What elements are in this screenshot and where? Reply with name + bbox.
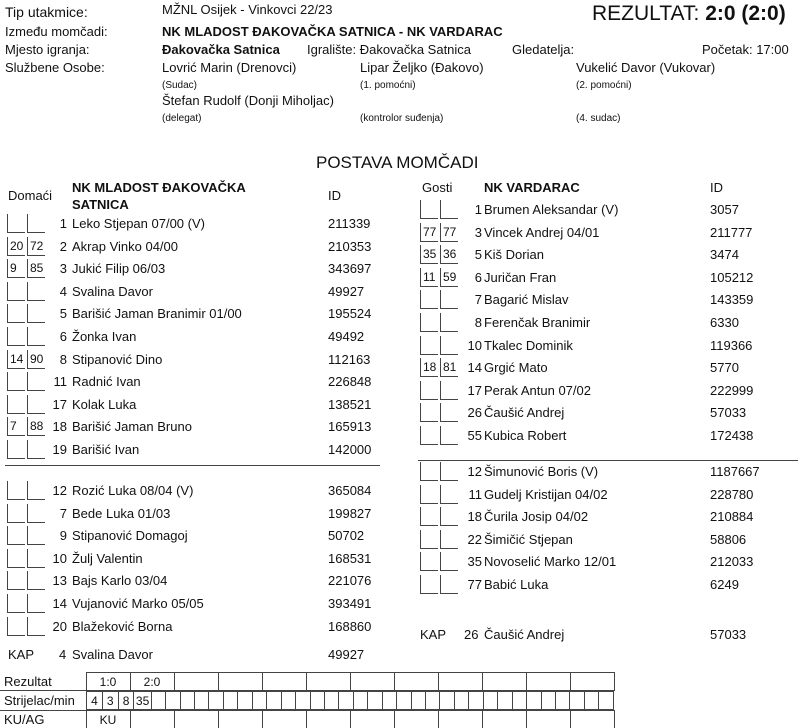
away-captain-label: KAP <box>420 627 447 642</box>
sub-in-minute-box: 7 <box>7 417 25 436</box>
scorer-cell <box>426 692 440 710</box>
player-name: Babić Luka <box>484 577 549 592</box>
official-role: (2. pomoćni) <box>576 80 632 91</box>
player-number: 1 <box>59 216 67 231</box>
away-id-header: ID <box>710 180 723 195</box>
away-starter-row <box>0 268 800 290</box>
score-cell <box>218 673 262 691</box>
match-type-label: Tip utakmice: <box>5 4 88 20</box>
away-sub-row <box>0 552 800 574</box>
player-id: 211777 <box>710 224 753 240</box>
away-captain-id: 57033 <box>710 627 747 642</box>
player-number: 3 <box>59 261 67 277</box>
scorer-cell <box>397 692 411 710</box>
away-sub-row <box>0 507 800 529</box>
player-name: Jukić Filip 06/03 <box>72 261 166 277</box>
score-row <box>0 673 614 691</box>
player-id: 228780 <box>710 486 754 502</box>
player-id: 5770 <box>710 360 739 376</box>
player-id: 165913 <box>328 419 372 435</box>
kuag-cell <box>482 711 526 728</box>
score-cell <box>526 673 570 691</box>
kickoff-time: Početak: 17:00 <box>702 42 789 57</box>
player-number: 2 <box>59 238 67 254</box>
away-captain-name: Čaušić Andrej <box>484 627 565 642</box>
player-number: 4 <box>59 283 67 299</box>
kuag-cell <box>174 711 218 728</box>
player-name: Barišić Jaman Bruno <box>72 419 192 435</box>
player-number: 26 <box>467 405 482 421</box>
score-row-label: Rezultat <box>0 673 86 691</box>
away-captain-number: 26 <box>464 627 479 642</box>
player-name: Šimunović Boris (V) <box>484 464 599 479</box>
kuag-row-label: KU/AG <box>0 711 86 728</box>
scorer-cell: 3 <box>102 692 118 710</box>
player-id: 119366 <box>710 337 753 353</box>
sub-out-minute-box: 81 <box>440 358 458 377</box>
venue-value: Đakovačka Satnica <box>162 42 280 57</box>
scorer-cell <box>498 692 512 710</box>
away-starter-row <box>0 426 800 448</box>
player-number: 11 <box>468 486 482 502</box>
player-name: Blažeković Borna <box>72 618 173 634</box>
away-starter-row <box>0 336 800 358</box>
sub-in-minute-box <box>420 485 438 504</box>
home-team-name: NK MLADOST ĐAKOVAČKA SATNICA <box>72 180 246 212</box>
player-name: Akrap Vinko 04/00 <box>72 238 178 254</box>
scorer-cell <box>180 692 194 710</box>
home-sub-row <box>0 594 800 616</box>
score-cell <box>570 673 614 691</box>
scorer-cell <box>512 692 526 710</box>
score-cell <box>350 673 394 691</box>
sub-in-minute-box: 20 <box>7 237 25 256</box>
sub-out-minute-box: 36 <box>440 245 458 264</box>
scorer-cell <box>296 692 310 710</box>
kuag-cell <box>570 711 614 728</box>
scorer-cell <box>382 692 396 710</box>
result-label: REZULTAT: <box>592 2 700 25</box>
scorer-cell <box>599 692 614 710</box>
official-role: (1. pomoćni) <box>360 80 416 91</box>
player-name: Stipanović Domagoj <box>72 528 188 544</box>
player-name: Novoselić Marko 12/01 <box>484 554 617 570</box>
home-captain-number: 4 <box>59 647 67 662</box>
sub-in-minute-box: 35 <box>420 245 438 264</box>
spectators-label: Gledatelja: <box>512 42 575 57</box>
scorer-cell <box>223 692 237 710</box>
player-number: 77 <box>467 577 482 592</box>
scorer-cells <box>86 691 614 711</box>
player-number: 10 <box>467 337 482 353</box>
player-id: 168531 <box>328 550 372 566</box>
player-id: 212033 <box>710 554 754 570</box>
kuag-cell <box>438 711 482 728</box>
player-id: 49927 <box>328 283 365 299</box>
player-number: 19 <box>52 442 67 457</box>
away-sub-row <box>0 530 800 552</box>
score-cell <box>306 673 350 691</box>
sub-in-minute-box <box>420 313 438 332</box>
player-id: 199827 <box>328 505 372 521</box>
home-captain-id: 49927 <box>328 647 365 662</box>
player-name: Stipanović Dino <box>72 351 163 367</box>
home-captain-name: Svalina Davor <box>72 647 153 662</box>
home-sub-row <box>0 617 800 639</box>
player-id: 222999 <box>710 382 754 398</box>
player-number: 14 <box>467 360 482 376</box>
player-name: Perak Antun 07/02 <box>484 382 591 398</box>
player-number: 7 <box>474 292 482 308</box>
sub-in-minute-box: 14 <box>7 350 25 369</box>
player-number: 7 <box>59 505 67 521</box>
player-name: Svalina Davor <box>72 283 153 299</box>
sub-in-minute-box: 77 <box>420 223 438 242</box>
player-name: Žonka Ivan <box>72 329 137 344</box>
player-name: Čurila Josip 04/02 <box>484 509 589 525</box>
scorer-cell <box>310 692 324 710</box>
player-name: Radnić Ivan <box>72 374 141 390</box>
scorer-cell <box>267 692 281 710</box>
player-name: Čaušić Andrej <box>484 405 565 421</box>
player-id: 138521 <box>328 396 372 412</box>
away-starter-row <box>0 403 800 425</box>
sub-out-minute-box: 88 <box>27 417 45 436</box>
scorer-cell <box>238 692 252 710</box>
kuag-cell <box>130 711 174 728</box>
player-number: 12 <box>467 464 482 479</box>
scorer-cell <box>252 692 266 710</box>
scorer-cell: 8 <box>118 692 134 710</box>
player-name: Ferenčak Branimir <box>484 315 591 330</box>
player-id: 172438 <box>710 428 754 443</box>
official-role: (Sudac) <box>162 80 198 91</box>
player-id: 58806 <box>710 531 747 547</box>
away-starter-row <box>0 381 800 403</box>
sub-in-minute-box: 18 <box>420 358 438 377</box>
away-sub-row <box>0 462 800 484</box>
sub-in-minute-box <box>420 290 438 309</box>
kuag-cell <box>262 711 306 728</box>
sub-in-minute-box <box>420 530 438 549</box>
kuag-cell <box>218 711 262 728</box>
player-name: Šimičić Stjepan <box>484 531 573 547</box>
sub-in-minute-box <box>420 575 438 594</box>
player-name: Bajs Karlo 03/04 <box>72 573 168 589</box>
sub-out-minute-box: 72 <box>27 237 45 256</box>
result-header <box>592 2 786 26</box>
kuag-cell <box>394 711 438 728</box>
player-id: 49492 <box>328 329 365 344</box>
home-side-label: Domaći <box>8 188 53 203</box>
player-number: 22 <box>467 531 482 547</box>
kuag-cell <box>526 711 570 728</box>
player-id: 112163 <box>328 351 371 367</box>
player-id: 143359 <box>710 292 754 308</box>
player-name: Tkalec Dominik <box>484 337 573 353</box>
player-id: 168860 <box>328 618 372 634</box>
sub-out-minute-box: 85 <box>27 259 45 278</box>
sub-in-minute-box <box>420 462 438 481</box>
player-name: Bede Luka 01/03 <box>72 505 171 521</box>
result-value: 2:0 (2:0) <box>705 2 786 25</box>
scorer-cell <box>209 692 223 710</box>
player-number: 12 <box>52 483 67 498</box>
scorer-cell <box>469 692 483 710</box>
official-role: (delegat) <box>162 113 202 124</box>
sub-in-minute-box <box>420 200 438 219</box>
player-id: 1187667 <box>710 464 760 479</box>
scorer-cell <box>368 692 382 710</box>
player-name: Leko Stjepan 07/00 (V) <box>72 216 205 231</box>
player-id: 221076 <box>328 573 372 589</box>
scorer-row <box>0 691 614 711</box>
scorer-cell <box>353 692 367 710</box>
away-starter-row <box>0 290 800 312</box>
score-cell: 1:0 <box>86 673 130 691</box>
score-cell <box>438 673 482 691</box>
scorer-cell <box>339 692 353 710</box>
official-name: Vukelić Davor (Vukovar) <box>576 60 716 75</box>
official-name: Lipar Željko (Đakovo) <box>360 60 484 75</box>
sub-in-minute-box <box>420 426 438 445</box>
official-name: Lovrić Marin (Drenovci) <box>162 60 297 75</box>
scorer-cell <box>527 692 541 710</box>
scorer-cell <box>411 692 425 710</box>
player-number: 11 <box>53 374 67 390</box>
sub-in-minute-box <box>420 552 438 571</box>
player-name: Kubica Robert <box>484 428 567 443</box>
player-number: 5 <box>59 306 67 322</box>
player-number: 17 <box>467 382 482 398</box>
player-name: Barišić Ivan <box>72 442 140 457</box>
player-id: 211339 <box>328 216 371 231</box>
player-name: Rozić Luka 08/04 (V) <box>72 483 194 498</box>
away-side-label: Gosti <box>422 180 453 195</box>
player-id: 50702 <box>328 528 365 544</box>
away-starter-row <box>0 313 800 335</box>
score-cell <box>482 673 526 691</box>
player-number: 6 <box>474 269 482 285</box>
player-name: Brumen Aleksandar (V) <box>484 202 619 217</box>
official-name: Štefan Rudolf (Donji Miholjac) <box>162 93 334 108</box>
scorer-cell <box>584 692 598 710</box>
player-name: Barišić Jaman Branimir 01/00 <box>72 306 242 322</box>
scorer-cell <box>570 692 584 710</box>
player-id: 6330 <box>710 315 739 330</box>
officials-label: Službene Osobe: <box>5 60 105 75</box>
player-name: Juričan Fran <box>484 269 557 285</box>
player-id: 6249 <box>710 577 739 592</box>
player-number: 20 <box>52 618 67 634</box>
player-number: 1 <box>474 202 482 217</box>
player-id: 393491 <box>328 596 372 611</box>
sub-out-minute-box: 77 <box>440 223 458 242</box>
player-number: 8 <box>59 351 67 367</box>
player-name: Vincek Andrej 04/01 <box>484 224 600 240</box>
player-number: 10 <box>52 550 67 566</box>
sub-in-minute-box <box>7 617 25 636</box>
scorer-cell <box>166 692 180 710</box>
scorer-cell <box>541 692 555 710</box>
player-id: 142000 <box>328 442 372 457</box>
player-number: 6 <box>59 329 67 344</box>
scorer-cell <box>483 692 497 710</box>
official-role: (4. sudac) <box>576 113 621 124</box>
player-id: 3057 <box>710 202 739 217</box>
player-name: Kolak Luka <box>72 396 137 412</box>
score-cell <box>174 673 218 691</box>
player-name: Žulj Valentin <box>72 550 143 566</box>
player-name: Vujanović Marko 05/05 <box>72 596 204 611</box>
sub-out-minute-box: 59 <box>440 268 458 287</box>
player-number: 9 <box>59 528 67 544</box>
teams-label: Između momčadi: <box>5 24 108 39</box>
away-starter-row <box>0 223 800 245</box>
player-id: 226848 <box>328 374 372 390</box>
scorer-cell <box>281 692 295 710</box>
lineup-title: POSTAVA MOMČADI <box>316 153 479 172</box>
scorer-cell <box>555 692 569 710</box>
kuag-cell <box>350 711 394 728</box>
player-number: 14 <box>52 596 67 611</box>
teams-value: NK MLADOST ĐAKOVAČKA SATNICA - NK VARDARAC <box>162 24 503 39</box>
home-captain-label: KAP <box>8 647 35 662</box>
player-number: 3 <box>474 224 482 240</box>
away-sub-row <box>0 575 800 597</box>
sub-in-minute-box <box>420 403 438 422</box>
player-number: 35 <box>467 554 482 570</box>
player-id: 57033 <box>710 405 747 421</box>
sub-in-minute-box: 9 <box>7 259 25 278</box>
player-number: 18 <box>52 419 67 435</box>
sub-in-minute-box: 11 <box>420 268 438 287</box>
score-cell <box>394 673 438 691</box>
player-number: 13 <box>52 573 67 589</box>
away-divider <box>418 460 798 461</box>
player-name: Gudelj Kristijan 04/02 <box>484 486 608 502</box>
match-type-value: MŽNL Osijek - Vinkovci 22/23 <box>162 2 333 17</box>
venue-label: Mjesto igranja: <box>5 42 90 57</box>
scorer-grid <box>86 691 614 710</box>
scorer-cell <box>454 692 468 710</box>
sub-in-minute-box <box>420 507 438 526</box>
player-number: 8 <box>474 315 482 330</box>
score-cell: 2:0 <box>130 673 174 691</box>
official-role: (kontrolor suđenja) <box>360 113 444 124</box>
scorer-cell <box>195 692 209 710</box>
sub-in-minute-box <box>420 381 438 400</box>
scorer-row-label: Strijelac/min <box>0 691 86 711</box>
sub-out-minute-box: 90 <box>27 350 45 369</box>
player-id: 195524 <box>328 306 372 322</box>
player-id: 3474 <box>710 247 739 263</box>
kuag-cell <box>306 711 350 728</box>
sub-in-minute-box <box>420 336 438 355</box>
player-name: Kiš Dorian <box>484 247 544 263</box>
away-sub-row <box>0 485 800 507</box>
away-starter-row <box>0 200 800 222</box>
scorer-cell: 35 <box>135 693 150 708</box>
scorer-cell: 4 <box>87 692 103 710</box>
scorer-cell <box>440 692 454 710</box>
pitch-value: Igralište: Đakovačka Satnica <box>307 42 472 57</box>
kuag-row <box>0 711 614 728</box>
player-id: 365084 <box>328 483 372 498</box>
player-id: 210884 <box>710 509 754 525</box>
player-id: 343697 <box>328 261 372 277</box>
player-id: 210353 <box>328 238 372 254</box>
kuag-cell: KU <box>86 711 130 728</box>
player-name: Grgić Mato <box>484 360 548 376</box>
away-starter-row <box>0 358 800 380</box>
score-cell <box>262 673 306 691</box>
player-id: 105212 <box>710 269 754 285</box>
scorer-cell <box>324 692 338 710</box>
player-number: 17 <box>52 396 67 412</box>
player-number: 18 <box>467 509 482 525</box>
player-number: 5 <box>474 247 482 263</box>
player-name: Bagarić Mislav <box>484 292 569 308</box>
home-id-header: ID <box>328 188 341 203</box>
away-starter-row <box>0 245 800 267</box>
scorer-cell <box>151 692 165 710</box>
player-number: 55 <box>467 428 482 443</box>
away-team-name: NK VARDARAC <box>484 180 580 195</box>
results-table <box>0 672 615 728</box>
